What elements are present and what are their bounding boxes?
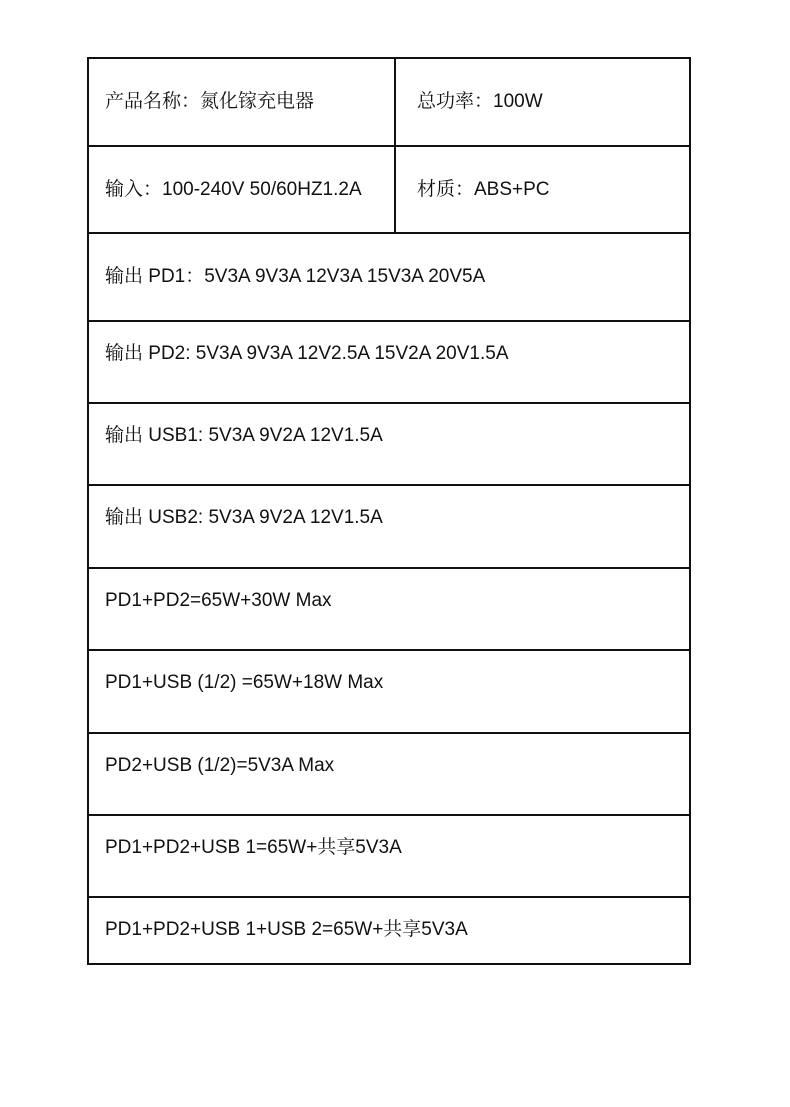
output-usb1-text: 输出 USB1: 5V3A 9V2A 12V1.5A bbox=[105, 425, 383, 446]
output-pd1-text: 输出 PD1：5V3A 9V3A 12V3A 15V3A 20V5A bbox=[105, 266, 486, 287]
combo-all-ports-cell bbox=[89, 898, 689, 963]
table-row bbox=[89, 404, 689, 486]
table-row bbox=[89, 147, 689, 234]
table-row bbox=[89, 234, 689, 322]
output-usb2-cell bbox=[89, 486, 689, 567]
input-text: 输入：100-240V 50/60HZ1.2A bbox=[105, 178, 362, 200]
combo-all-ports-text: PD1+PD2+USB 1+USB 2=65W+共享5V3A bbox=[105, 919, 468, 940]
output-usb2-text: 输出 USB2: 5V3A 9V2A 12V1.5A bbox=[105, 507, 383, 528]
table-row bbox=[89, 651, 689, 734]
product-name-cell bbox=[89, 59, 394, 145]
table-row bbox=[89, 59, 689, 147]
total-power-cell bbox=[394, 59, 689, 145]
output-pd1-cell bbox=[89, 234, 689, 320]
table-row bbox=[89, 734, 689, 816]
output-pd2-cell bbox=[89, 322, 689, 402]
combo-pd1-pd2-usb1-cell bbox=[89, 816, 689, 896]
table-row bbox=[89, 569, 689, 651]
output-pd2-text: 输出 PD2: 5V3A 9V3A 12V2.5A 15V2A 20V1.5A bbox=[105, 343, 509, 364]
material-text: 材质：ABS+PC bbox=[417, 178, 550, 200]
combo-pd2-usb-cell bbox=[89, 734, 689, 814]
product-name-text: 产品名称：氮化镓充电器 bbox=[105, 91, 315, 112]
combo-pd1-pd2-usb1-text: PD1+PD2+USB 1=65W+共享5V3A bbox=[105, 837, 402, 858]
table-row bbox=[89, 322, 689, 404]
combo-pd1-pd2-cell bbox=[89, 569, 689, 649]
combo-pd2-usb-text: PD2+USB (1/2)=5V3A Max bbox=[105, 755, 335, 776]
output-usb1-cell bbox=[89, 404, 689, 484]
input-cell bbox=[89, 147, 394, 232]
combo-pd1-pd2-text: PD1+PD2=65W+30W Max bbox=[105, 590, 332, 611]
combo-pd1-usb-cell bbox=[89, 651, 689, 732]
total-power-text: 总功率：100W bbox=[417, 91, 543, 112]
spec-table bbox=[87, 57, 691, 965]
combo-pd1-usb-text: PD1+USB (1/2) =65W+18W Max bbox=[105, 672, 384, 693]
table-row bbox=[89, 486, 689, 569]
table-row bbox=[89, 898, 689, 963]
table-row bbox=[89, 816, 689, 898]
material-cell bbox=[394, 147, 689, 232]
